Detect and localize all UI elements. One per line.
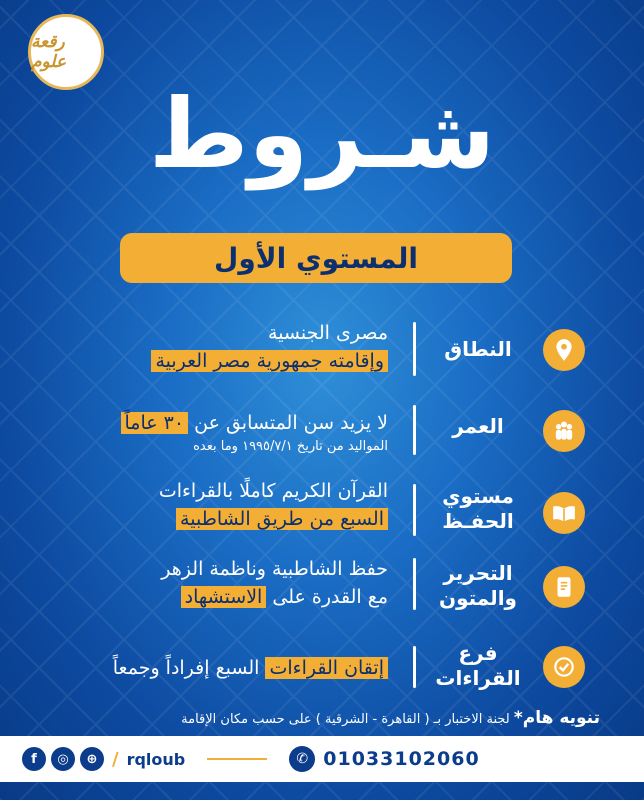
check-badge-icon bbox=[543, 646, 585, 688]
separator: / bbox=[112, 748, 119, 770]
row-label: النطاق bbox=[444, 337, 512, 361]
row-description bbox=[70, 655, 388, 683]
instagram-icon[interactable]: ◎ bbox=[51, 747, 75, 771]
whatsapp-icon[interactable]: ✆ bbox=[289, 746, 315, 772]
desc-line: مع القدرة على bbox=[266, 585, 388, 608]
desc-line: القرآن الكريم كاملًا بالقراءات bbox=[158, 480, 388, 502]
divider bbox=[413, 322, 416, 376]
social-links bbox=[22, 747, 104, 771]
map-pin-icon bbox=[543, 329, 585, 371]
row-label: التحرير والمتون bbox=[439, 561, 517, 610]
row-description bbox=[70, 410, 388, 456]
facebook-icon[interactable]: f bbox=[22, 747, 46, 771]
row-label: مستوي الحفـظ bbox=[442, 484, 514, 533]
note-title: تنويه هام* bbox=[513, 708, 600, 728]
people-icon bbox=[543, 410, 585, 452]
note-text: لجنة الاختبار بـ ( القاهرة - الشرقية ) على حسب مكان الإقامة bbox=[181, 712, 514, 727]
footer-dash bbox=[207, 758, 267, 760]
desc-line: السبع إفراداً وجمعاً bbox=[112, 657, 266, 679]
desc-highlight: ٣٠ عاماً bbox=[121, 412, 189, 434]
desc-highlight: إتقان القراءات bbox=[265, 657, 388, 679]
divider bbox=[413, 405, 416, 455]
logo-text: رقعة علوم bbox=[31, 32, 67, 72]
desc-line-small: المواليد من تاريخ ١٩٩٥/٧/١ وما بعده bbox=[193, 438, 388, 454]
divider bbox=[413, 558, 416, 610]
phone-number[interactable]: 01033102060 bbox=[323, 748, 480, 770]
row-description bbox=[70, 478, 388, 533]
row-label: العمر bbox=[452, 414, 504, 438]
desc-line: لا يزيد سن المتسابق عن bbox=[188, 412, 388, 434]
desc-line: حفظ الشاطبية وناظمة الزهر bbox=[161, 558, 388, 580]
row-description bbox=[70, 320, 388, 375]
important-note bbox=[40, 708, 600, 728]
desc-highlight: السبع من طريق الشاطبية bbox=[176, 508, 388, 530]
quran-book-icon bbox=[543, 492, 585, 534]
brand-logo bbox=[28, 14, 104, 90]
document-icon bbox=[543, 566, 585, 608]
website-icon[interactable]: ⊕ bbox=[80, 747, 104, 771]
level-banner: المستوي الأول bbox=[120, 233, 512, 283]
social-handle[interactable]: rqloub bbox=[126, 749, 186, 769]
row-description bbox=[70, 556, 388, 611]
page-title: شـروط bbox=[148, 78, 496, 190]
desc-line: مصرى الجنسية bbox=[268, 322, 388, 344]
desc-highlight: الاستشهاد bbox=[181, 586, 267, 608]
divider bbox=[413, 646, 416, 688]
footer-bar bbox=[0, 736, 644, 782]
desc-highlight: وإقامته جمهورية مصر العربية bbox=[151, 350, 388, 372]
row-label: فرع القراءات bbox=[435, 641, 521, 690]
divider bbox=[413, 484, 416, 536]
